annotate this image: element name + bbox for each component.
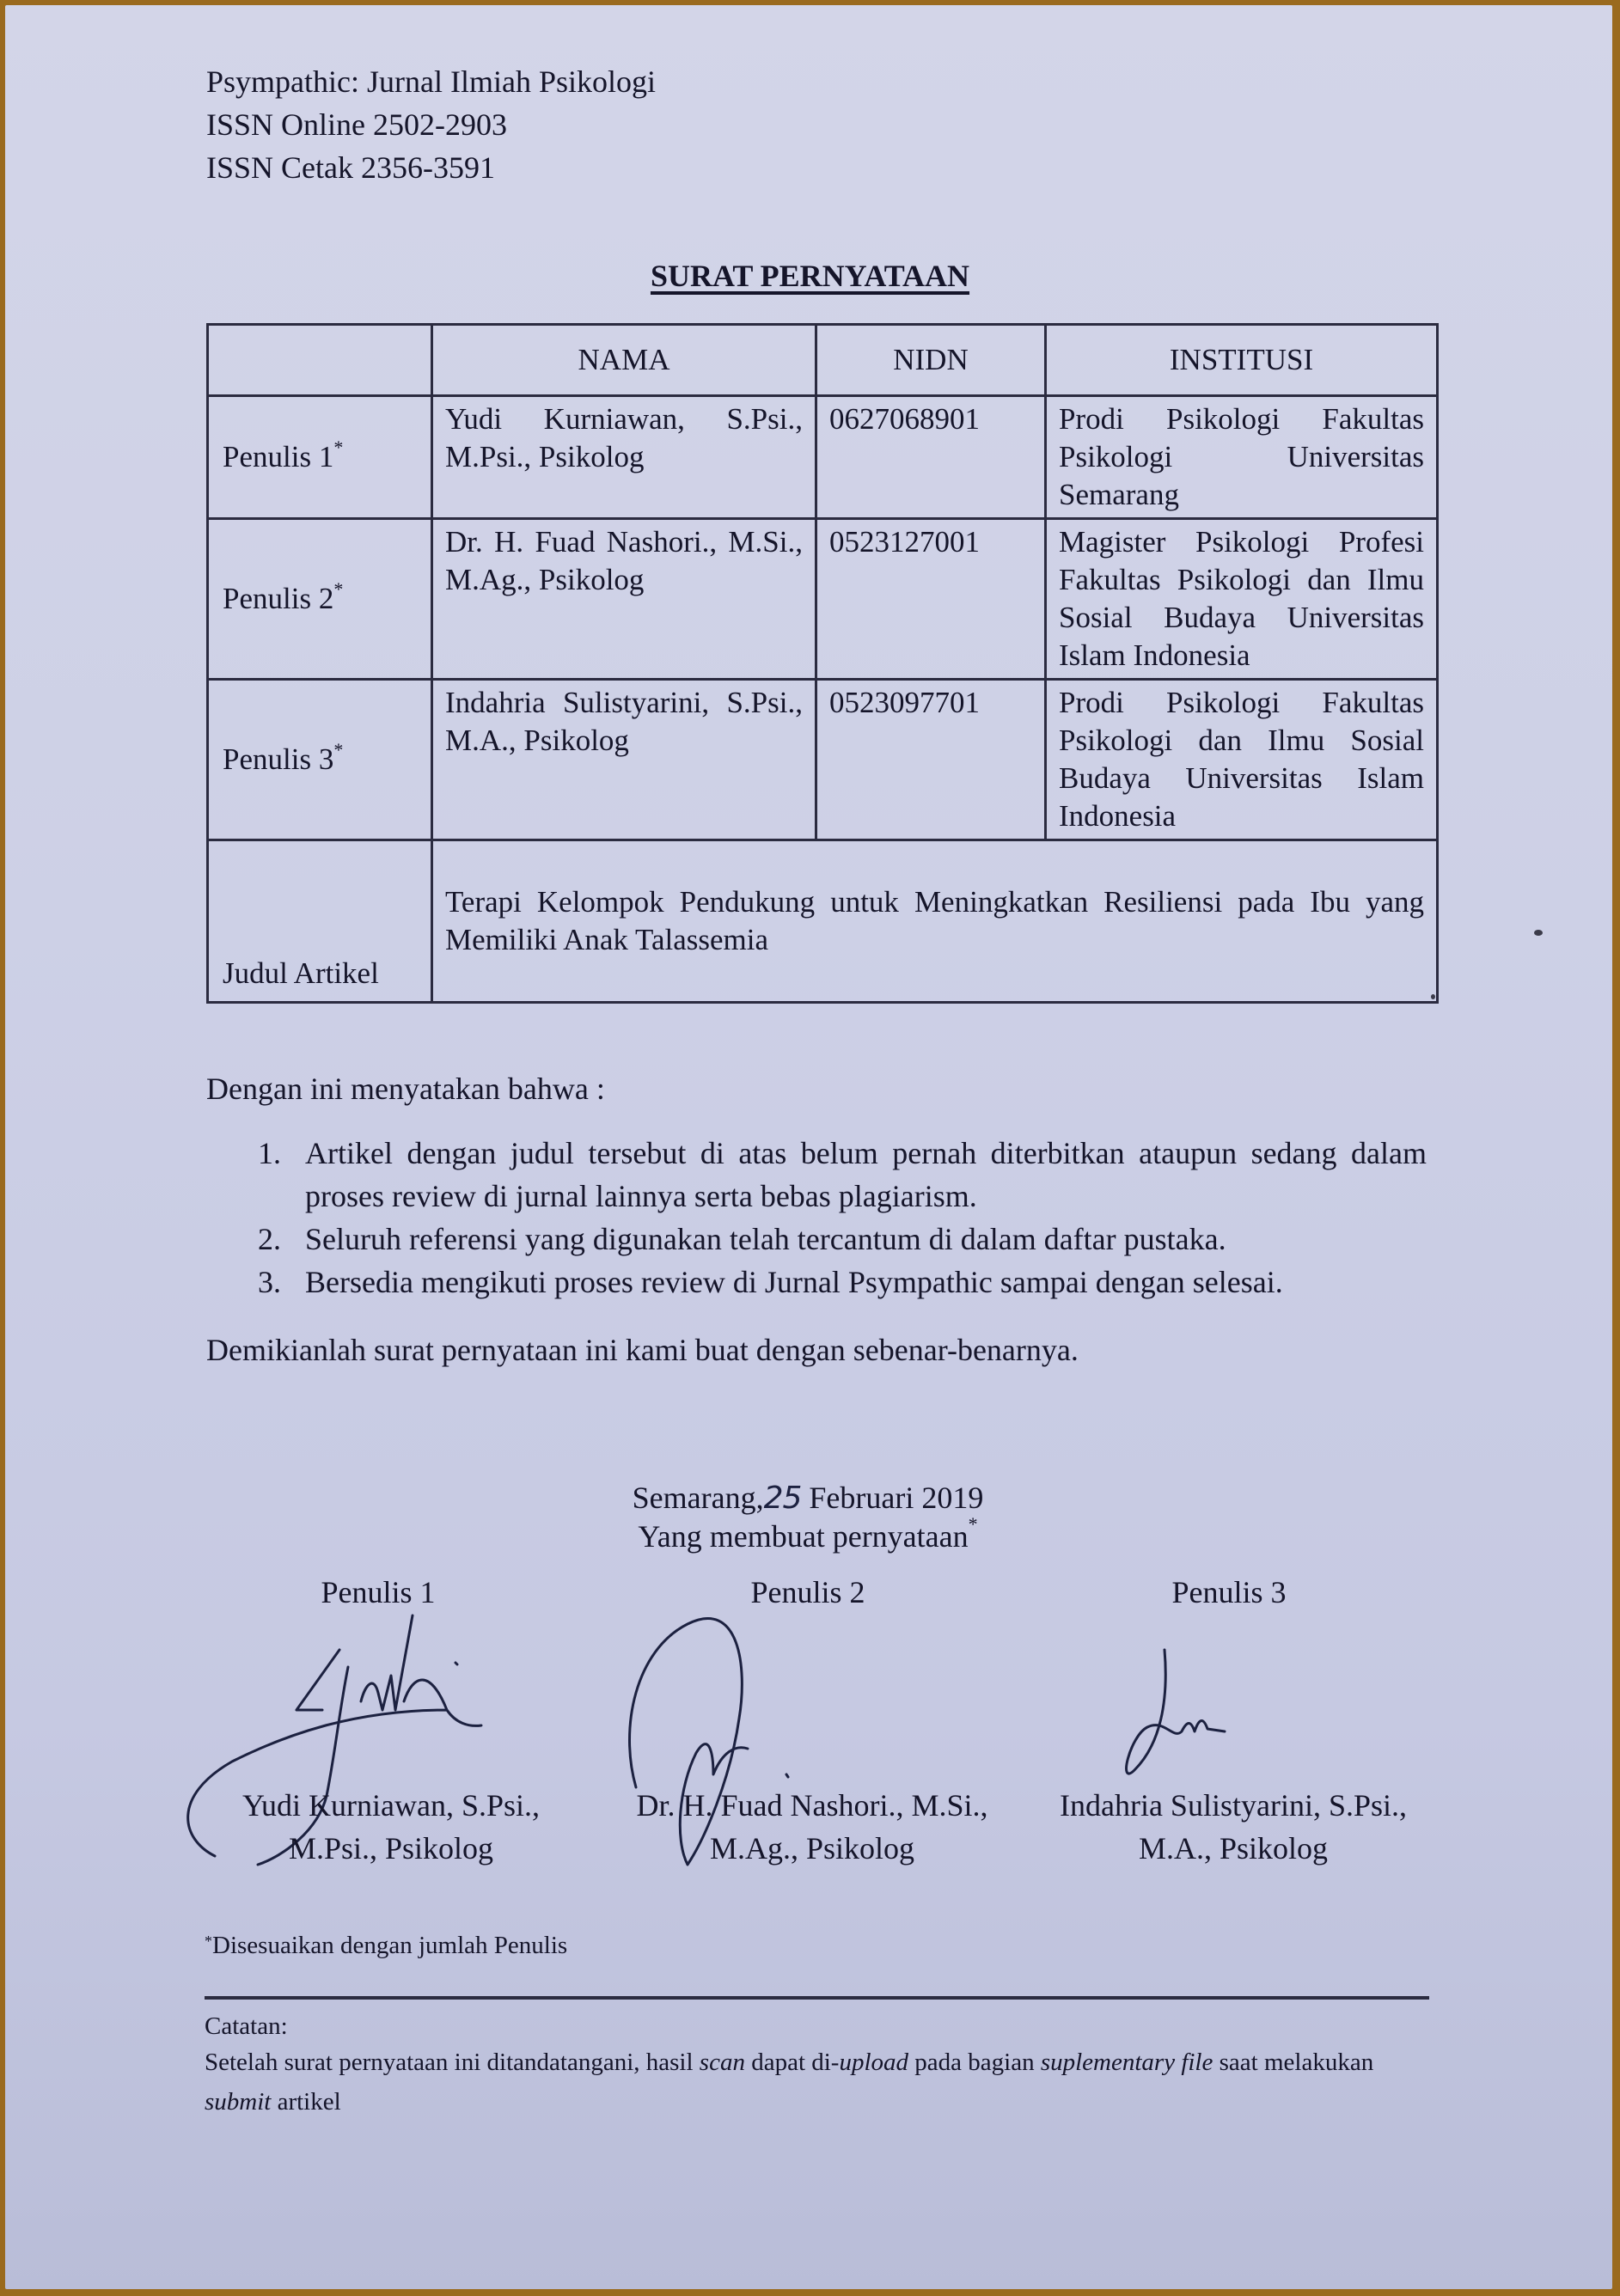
note-emphasis: upload	[839, 2049, 909, 2076]
signer-name-2	[597, 1784, 1027, 1870]
note-part: saat melakukan	[1213, 2049, 1374, 2076]
issn-print: ISSN Cetak 2356-3591	[206, 150, 495, 185]
author-nidn: 0523127001	[816, 519, 1046, 680]
list-text: Bersedia mengikuti proses review di Jurnal Psympathic sampai dengan selesai.	[305, 1265, 1283, 1299]
column-header-institusi: INSTITUSI	[1046, 325, 1438, 396]
signer-name-1	[176, 1784, 606, 1870]
author-label: Penulis 3	[223, 742, 334, 776]
column-header-nidn: NIDN	[816, 325, 1046, 396]
signer-heading-3: Penulis 3	[1171, 1575, 1287, 1609]
asterisk-marker: *	[333, 739, 344, 760]
note-emphasis: suplementary file	[1040, 2049, 1213, 2076]
footnote	[205, 1932, 567, 1960]
list-number: 2.	[258, 1222, 281, 1256]
statement-closing: Demikianlah surat pernyataan ini kami buat dengan sebenar-benarnya.	[206, 1333, 1079, 1367]
note-part: Setelah surat pernyataan ini ditandatangani, hasil	[205, 2049, 700, 2076]
note-emphasis: scan	[699, 2049, 745, 2076]
table-row	[208, 680, 1438, 840]
note-part: pada bagian	[908, 2049, 1041, 2076]
author-institution: Prodi Psikologi Fakultas Psikologi Universitas Semarang	[1046, 396, 1438, 519]
list-text: Artikel dengan judul tersebut di atas belum pernah diterbitkan ataupun sedang dalam proses review di jurnal lainnya serta bebas plagiarism.	[305, 1136, 1427, 1213]
author-label: Penulis 1	[223, 440, 334, 473]
article-title: Terapi Kelompok Pendukung untuk Meningkatkan Resiliensi pada Ibu yang Memiliki Anak Talassemia	[432, 840, 1438, 1003]
signer-title-line: M.Psi., Psikolog	[288, 1831, 494, 1865]
note-emphasis: submit	[205, 2088, 272, 2116]
list-item	[258, 1261, 1427, 1304]
asterisk-marker: *	[333, 437, 344, 458]
signer-name-line: Indahria Sulistyarini, S.Psi.,	[1060, 1788, 1407, 1823]
list-item	[258, 1132, 1427, 1218]
statement-intro: Dengan ini menyatakan bahwa :	[206, 1072, 605, 1106]
signer-title-line: M.A., Psikolog	[1138, 1831, 1329, 1865]
table-row	[208, 396, 1438, 519]
note-label: Catatan:	[205, 2012, 288, 2040]
author-label-cell	[208, 680, 432, 840]
signer-name-line: Yudi Kurniawan, S.Psi.,	[241, 1788, 540, 1823]
document-title: SURAT PERNYATAAN	[650, 259, 970, 293]
signing-place: Semarang,	[632, 1481, 764, 1515]
footnote-text: Disesuaikan dengan jumlah Penulis	[212, 1932, 568, 1959]
author-name: Yudi Kurniawan, S.Psi., M.Psi., Psikolog	[432, 396, 816, 519]
signing-month-year: Februari 2019	[809, 1481, 984, 1515]
author-institution: Prodi Psikologi Fakultas Psikologi dan Ilmu Sosial Budaya Universitas Islam Indonesia	[1046, 680, 1438, 840]
signer-name-3	[1018, 1784, 1448, 1870]
table-row	[208, 519, 1438, 680]
signer-title-line: M.Ag., Psikolog	[709, 1831, 915, 1865]
author-name: Dr. H. Fuad Nashori., M.Si., M.Ag., Psikolog	[432, 519, 816, 680]
maker-label: Yang membuat pernyataan	[638, 1519, 969, 1554]
note-text	[205, 2043, 1442, 2122]
column-header-empty	[208, 325, 432, 396]
list-number: 3.	[258, 1265, 281, 1299]
article-label: Judul Artikel	[208, 840, 432, 1003]
signer-heading-1: Penulis 1	[321, 1575, 436, 1609]
handwritten-day: 25	[763, 1481, 802, 1516]
author-label-cell	[208, 396, 432, 519]
column-header-nama: NAMA	[432, 325, 816, 396]
list-text: Seluruh referensi yang digunakan telah tercantum di dalam daftar pustaka.	[305, 1222, 1226, 1256]
article-row	[208, 840, 1438, 1003]
signature-author-3	[1127, 1650, 1225, 1774]
asterisk-marker: *	[205, 1933, 212, 1950]
note-part: dapat di-	[744, 2049, 840, 2076]
statement-points	[258, 1132, 1427, 1304]
issn-online: ISSN Online 2502-2903	[206, 107, 507, 142]
list-item	[258, 1218, 1427, 1261]
author-nidn: 0523097701	[816, 680, 1046, 840]
maker-label-line	[481, 1515, 1134, 1558]
list-number: 1.	[258, 1136, 281, 1170]
asterisk-marker: *	[333, 578, 344, 600]
signing-place-date	[481, 1476, 1134, 1520]
note-part: artikel	[271, 2088, 341, 2116]
author-nidn: 0627068901	[816, 396, 1046, 519]
table-header-row	[208, 325, 1438, 396]
divider-line	[205, 1996, 1429, 2000]
authors-table	[206, 323, 1439, 1004]
journal-name: Psympathic: Jurnal Ilmiah Psikologi	[206, 64, 656, 99]
author-label-cell	[208, 519, 432, 680]
author-name: Indahria Sulistyarini, S.Psi., M.A., Psikolog	[432, 680, 816, 840]
author-institution: Magister Psikologi Profesi Fakultas Psikologi dan Ilmu Sosial Budaya Universitas Islam Indonesia	[1046, 519, 1438, 680]
signer-name-line: Dr. H. Fuad Nashori., M.Si.,	[636, 1788, 988, 1823]
signer-heading-2: Penulis 2	[750, 1575, 865, 1609]
asterisk-marker: *	[968, 1513, 978, 1535]
author-label: Penulis 2	[223, 582, 334, 615]
